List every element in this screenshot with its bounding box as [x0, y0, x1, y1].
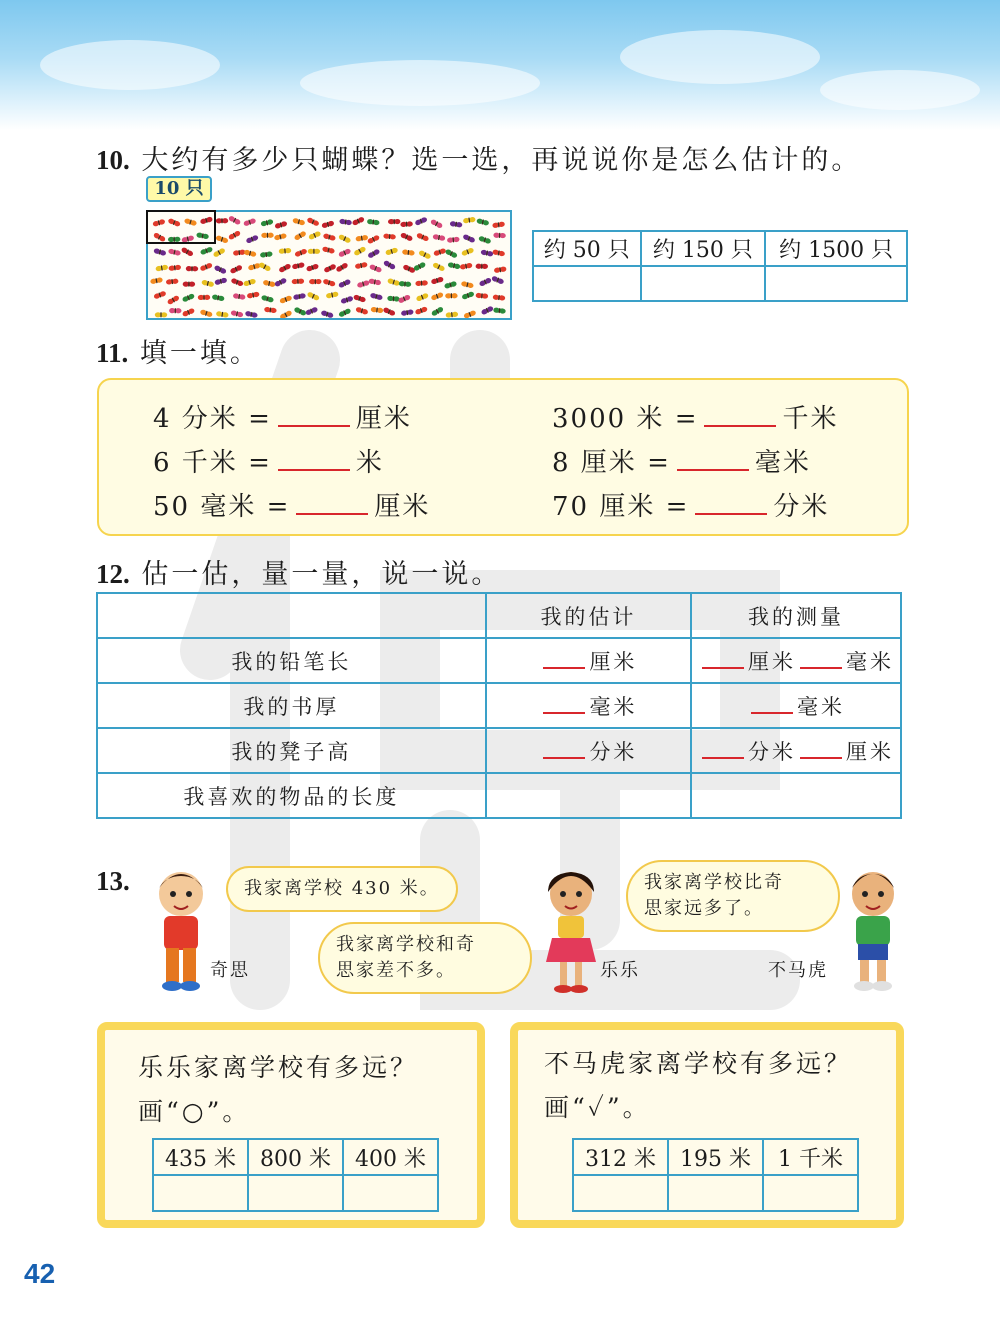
butterfly-icon: [306, 263, 319, 272]
butterfly-icon: [450, 221, 463, 228]
butterfly-icon: [476, 218, 489, 226]
fill-unit: 分米: [773, 492, 830, 522]
butterfly-icon: [150, 277, 163, 284]
butterfly-icon: [181, 247, 194, 258]
question-11-title: [96, 331, 260, 370]
butterfly-icon: [338, 279, 351, 289]
butterfly-icon: [387, 278, 400, 287]
fill-row: [552, 486, 829, 523]
cloud: [820, 70, 980, 110]
butterfly-icon: [445, 311, 458, 317]
answer-blank[interactable]: [677, 451, 749, 471]
answer-blank[interactable]: [702, 745, 744, 759]
butterfly-icon: [463, 310, 476, 319]
fill-prefix: 50 毫米 =: [153, 492, 291, 522]
fill-prefix: 4 分米 =: [153, 404, 272, 434]
fill-row: [153, 442, 384, 479]
estimate-cell[interactable]: [486, 683, 691, 728]
fill-prefix: 6 千米 =: [153, 448, 272, 478]
butterfly-icon: [153, 290, 166, 299]
butterfly-icon: [402, 264, 415, 274]
butterfly-icon: [248, 262, 261, 270]
butterfly-icon: [335, 262, 348, 273]
butterfly-icon: [492, 221, 505, 228]
butterfly-icon: [338, 234, 351, 244]
butterfly-icon: [309, 279, 321, 284]
question-12-title: [96, 552, 501, 591]
item-label: 我的书厚: [97, 683, 486, 728]
answer-blank[interactable]: [296, 495, 368, 515]
question-13-number: 13.: [96, 866, 130, 896]
estimate-cell[interactable]: [486, 728, 691, 773]
butterfly-icon: [432, 234, 445, 241]
butterfly-icon: [415, 306, 428, 315]
answer-mark-cell[interactable]: [573, 1175, 668, 1211]
butterfly-icon: [418, 250, 431, 260]
butterfly-icon: [357, 280, 370, 289]
butterfly-icon: [370, 292, 383, 300]
answer-table-lele: [152, 1138, 439, 1212]
panel-question: 不马虎家离学校有多远？: [544, 1049, 853, 1078]
butterfly-icon: [167, 295, 180, 306]
panel-instruction: 画“○”。: [138, 1097, 251, 1126]
fill-unit: 千米: [782, 404, 839, 434]
butterfly-icon: [199, 262, 212, 271]
butterfly-icon: [307, 291, 320, 301]
fill-prefix: 8 厘米 =: [552, 448, 671, 478]
butterfly-icon: [233, 249, 246, 256]
butterfly-icon: [385, 247, 398, 256]
butterfly-icon: [383, 233, 396, 239]
butterfly-icon: [463, 217, 476, 224]
butterfly-icon: [169, 308, 181, 313]
table-header: 我的估计: [486, 593, 691, 638]
butterfly-icon: [261, 233, 273, 238]
butterfly-icon: [445, 293, 457, 298]
butterfly-icon: [480, 249, 493, 257]
butterfly-icon: [398, 294, 411, 304]
question-text: 填一填。: [139, 338, 260, 369]
butterfly-icon: [321, 310, 334, 319]
butterfly-icon: [264, 307, 277, 314]
speech-bubble-qisi: 我家离学校 430 米。: [226, 866, 458, 912]
butterfly-icon: [198, 295, 210, 300]
butterfly-icon: [306, 217, 319, 227]
butterfly-icon: [182, 293, 195, 303]
question-text: 大约有多少只蝴蝶？选一选，再说说你是怎么估计的。: [141, 145, 862, 176]
answer-blank[interactable]: [800, 655, 842, 669]
butterfly-icon: [388, 219, 400, 224]
butterfly-icon: [462, 234, 475, 244]
butterfly-icon: [278, 263, 291, 273]
answer-blank[interactable]: [800, 745, 842, 759]
bubble-line: 我家离学校比奇: [644, 872, 784, 893]
butterfly-icon: [492, 249, 505, 257]
fill-unit: 厘米: [355, 404, 412, 434]
answer-blank[interactable]: [278, 451, 350, 471]
name-label-lele: 乐乐: [600, 960, 640, 981]
butterfly-icon: [414, 216, 427, 226]
fill-unit: 毫米: [754, 448, 811, 478]
butterfly-icon: [216, 311, 229, 318]
butterfly-icon: [355, 306, 368, 315]
question-number: 10.: [96, 145, 130, 175]
answer-blank[interactable]: [278, 407, 350, 427]
butterfly-icon: [293, 306, 306, 316]
butterfly-icon: [323, 278, 336, 287]
butterfly-icon: [338, 308, 351, 318]
butterfly-icon: [274, 221, 287, 230]
page-number: 42: [24, 1258, 56, 1289]
fill-prefix: 3000 米 =: [552, 404, 699, 434]
butterfly-icon: [294, 248, 307, 257]
butterfly-icon: [258, 262, 271, 272]
butterfly-icon: [447, 237, 460, 243]
answer-option: 312 米: [573, 1139, 668, 1175]
measurement-table: [96, 592, 902, 819]
butterfly-icon: [213, 247, 226, 258]
butterfly-icon: [431, 276, 444, 284]
unit-label: 毫米: [797, 694, 846, 719]
butterfly-icon: [212, 294, 225, 301]
table-header: 我的测量: [691, 593, 901, 638]
butterfly-icon: [460, 262, 473, 269]
butterfly-icon: [352, 216, 365, 226]
name-label-bumahu: 不马虎: [768, 960, 828, 981]
panel-question: 乐乐家离学校有多远？: [138, 1053, 419, 1082]
butterfly-icon: [338, 248, 351, 258]
fill-row: [552, 442, 811, 479]
butterfly-icon: [260, 219, 273, 227]
butterfly-icon: [353, 246, 366, 257]
butterfly-icon: [355, 235, 368, 242]
girl-lele-illustration: [536, 866, 606, 996]
butterfly-icon: [228, 230, 241, 241]
butterfly-icon: [355, 262, 368, 270]
butterfly-icon: [263, 280, 276, 288]
option-label: 约 50 只: [533, 231, 641, 266]
butterfly-icon: [368, 278, 381, 285]
butterfly-icon: [292, 278, 305, 284]
question-10-title: [96, 138, 861, 177]
butterfly-icon: [432, 262, 445, 272]
butterfly-icon: [182, 308, 195, 318]
butterfly-icon: [402, 249, 415, 256]
butterfly-icon: [260, 251, 273, 258]
butterfly-icon: [186, 266, 198, 271]
fill-unit: 米: [355, 448, 384, 478]
butterfly-icon: [493, 307, 506, 314]
butterfly-icon: [461, 291, 474, 300]
answer-blank[interactable]: [543, 700, 585, 714]
sample-count-tag: 10 只: [146, 176, 212, 202]
answer-option: 195 米: [668, 1139, 763, 1175]
butterfly-icon: [294, 230, 307, 241]
table-row: [97, 683, 901, 728]
butterfly-icon: [200, 309, 213, 318]
butterfly-icon: [445, 248, 458, 258]
table-row: [97, 728, 901, 773]
butterfly-icon: [339, 218, 352, 225]
answer-table-bumahu: [572, 1138, 859, 1212]
butterfly-icon: [322, 246, 335, 254]
butterfly-icon: [475, 293, 488, 299]
answer-mark-cell[interactable]: [153, 1175, 248, 1211]
speech-bubble-lele: [318, 922, 532, 994]
butterfly-icon: [229, 264, 242, 274]
answer-mark-cell[interactable]: [343, 1175, 438, 1211]
butterfly-icon: [340, 296, 353, 305]
answer-mark-cell[interactable]: [248, 1175, 343, 1211]
butterfly-icon: [476, 264, 488, 269]
measure-cell[interactable]: [691, 728, 901, 773]
question-number: 11.: [96, 338, 129, 368]
answer-mark-cell[interactable]: [668, 1175, 763, 1211]
butterfly-icon: [430, 292, 443, 301]
item-label: 我的凳子高: [97, 728, 486, 773]
butterfly-icon: [461, 247, 474, 256]
unit-label: 厘米: [846, 739, 895, 764]
butterfly-icon: [400, 221, 413, 227]
butterfly-icon: [321, 220, 334, 228]
butterfly-icon: [214, 265, 227, 275]
butterfly-icon: [245, 234, 258, 243]
option-label: 约 1500 只: [765, 231, 907, 266]
estimate-cell[interactable]: [486, 638, 691, 683]
butterfly-icon: [243, 218, 256, 227]
butterfly-icon: [461, 281, 474, 289]
butterfly-icon: [493, 294, 506, 300]
butterfly-icon: [308, 249, 320, 254]
answer-blank[interactable]: [751, 700, 793, 714]
bubble-line: 思家差不多。: [336, 960, 456, 981]
butterfly-icon: [415, 280, 428, 286]
bubble-line: 我家离学校和奇: [336, 934, 476, 955]
item-label: 我喜欢的物品的长度: [97, 773, 486, 818]
unit-label: 厘米: [589, 649, 638, 674]
butterfly-icon: [216, 218, 228, 223]
butterfly-icon: [155, 264, 168, 271]
butterfly-icon: [243, 278, 256, 287]
fill-prefix: 70 厘米 =: [552, 492, 690, 522]
answer-blank[interactable]: [704, 407, 776, 427]
cloud: [300, 60, 540, 106]
butterfly-icon: [274, 233, 287, 241]
cloud: [620, 30, 820, 84]
bubble-line: 思家远多了。: [644, 898, 764, 919]
cloud: [40, 40, 220, 90]
q10-options-table: [532, 230, 908, 302]
answer-option: 800 米: [248, 1139, 343, 1175]
name-label-qisi: 奇思: [210, 960, 250, 981]
butterfly-icon: [416, 292, 429, 301]
sky-header-background: [0, 0, 1000, 130]
answer-option: 1 千米: [763, 1139, 858, 1175]
butterfly-icon: [200, 246, 213, 255]
butterfly-icon: [493, 232, 506, 238]
butterfly-icon: [413, 261, 426, 271]
butterfly-icon: [292, 262, 305, 270]
answer-blank[interactable]: [702, 655, 744, 669]
butterfly-icon: [479, 277, 492, 287]
unit-label: 毫米: [589, 694, 638, 719]
butterfly-icon: [279, 248, 292, 254]
answer-blank[interactable]: [543, 655, 585, 669]
answer-option: 435 米: [153, 1139, 248, 1175]
option-answer-cell[interactable]: [533, 266, 641, 301]
butterfly-icon: [279, 310, 292, 320]
answer-blank[interactable]: [543, 745, 585, 759]
question-number: 12.: [96, 559, 130, 589]
table-header: [97, 593, 486, 638]
butterfly-icon: [305, 306, 318, 315]
butterfly-icon: [478, 235, 491, 244]
option-label: 约 150 只: [641, 231, 766, 266]
butterfly-icon: [153, 248, 166, 256]
butterfly-icon: [369, 264, 382, 273]
butterfly-icon: [401, 309, 414, 316]
measure-cell[interactable]: [691, 638, 901, 683]
sample-selection-frame: [146, 210, 216, 244]
butterfly-icon: [292, 217, 305, 225]
butterfly-icon: [416, 232, 429, 242]
butterfly-icon: [367, 248, 380, 259]
estimate-cell[interactable]: [486, 773, 691, 818]
butterfly-icon: [168, 248, 181, 256]
butterfly-icon: [214, 277, 227, 285]
butterfly-icon: [433, 248, 446, 257]
option-answer-cell[interactable]: [765, 266, 907, 301]
butterfly-icon: [279, 295, 292, 304]
unit-label: 分米: [748, 739, 797, 764]
boy-qisi-illustration: [146, 864, 216, 996]
boy-bumahu-illustration: [838, 864, 908, 994]
butterfly-icon: [293, 293, 306, 300]
table-row: [97, 773, 901, 818]
fill-row: [153, 486, 430, 523]
butterfly-icon: [353, 294, 366, 303]
butterfly-icon: [431, 306, 444, 317]
butterfly-icon: [383, 260, 396, 271]
butterfly-icon: [245, 311, 258, 319]
answer-option: 400 米: [343, 1139, 438, 1175]
measure-cell[interactable]: [691, 773, 901, 818]
unit-label: 分米: [589, 739, 638, 764]
butterfly-icon: [367, 234, 380, 244]
butterfly-icon: [274, 277, 287, 287]
option-answer-cell[interactable]: [641, 266, 766, 301]
answer-mark-cell[interactable]: [763, 1175, 858, 1211]
fill-row: [552, 398, 839, 435]
unit-label: 厘米: [748, 649, 797, 674]
butterfly-icon: [233, 293, 246, 300]
butterfly-icon: [261, 295, 274, 303]
item-label: 我的铅笔长: [97, 638, 486, 683]
fill-row: [153, 398, 412, 435]
butterfly-icon: [382, 307, 395, 317]
butterfly-icon: [481, 305, 494, 315]
butterfly-icon: [166, 278, 179, 284]
measure-cell[interactable]: [691, 683, 901, 728]
butterfly-icon: [230, 278, 243, 287]
question-text: 估一估，量一量，说一说。: [141, 559, 502, 590]
butterfly-icon: [247, 291, 260, 298]
butterfly-icon: [215, 235, 228, 244]
butterfly-icon: [371, 307, 384, 314]
answer-blank[interactable]: [695, 495, 767, 515]
speech-bubble-bumahu: [626, 860, 840, 932]
butterfly-icon: [201, 279, 214, 287]
butterfly-icon: [444, 281, 457, 289]
butterfly-icon: [230, 310, 243, 318]
butterfly-icon: [447, 262, 460, 270]
butterfly-icon: [491, 275, 504, 284]
butterfly-icon: [399, 281, 412, 287]
butterfly-icon: [494, 266, 507, 273]
butterfly-icon: [400, 232, 413, 242]
butterfly-icon: [228, 215, 241, 225]
butterfly-icon: [326, 291, 339, 299]
butterfly-icon: [387, 296, 400, 302]
butterfly-icon: [367, 219, 380, 226]
unit-label: 毫米: [846, 649, 895, 674]
butterfly-icon: [183, 282, 195, 287]
butterfly-icon: [323, 233, 336, 241]
butterfly-icon: [168, 264, 181, 271]
butterfly-icon: [308, 231, 321, 241]
butterfly-icon: [243, 249, 256, 257]
butterfly-icon: [323, 263, 336, 273]
butterfly-icon: [155, 312, 167, 317]
table-row: [97, 638, 901, 683]
butterfly-icon: [430, 219, 443, 229]
panel-instruction: 画“✓”。: [544, 1093, 651, 1122]
fill-unit: 厘米: [374, 492, 431, 522]
